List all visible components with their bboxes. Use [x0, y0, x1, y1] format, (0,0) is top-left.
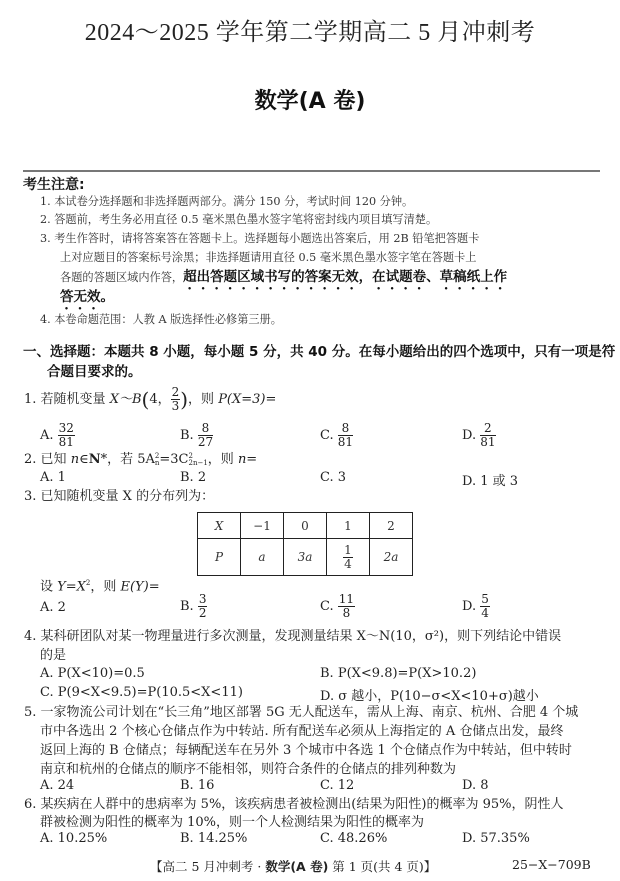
- notice-item-3-cont: 上对应题目的答案标号涂黑；非选择题请用直径 0.5 毫米黑色墨水签字笔在答题卡上: [60, 251, 477, 264]
- fraction: [480, 422, 495, 449]
- fraction-numerator: 1: [344, 542, 352, 557]
- notice-item-2: 2. 答题前，考生务必用直径 0.5 毫米黑色墨水签字笔将密封线内项目填写清楚。: [40, 213, 438, 226]
- question-1-option-c[interactable]: [320, 422, 353, 449]
- question-4-stem-cont: 的是: [40, 648, 67, 663]
- stem-math: P(X=3)=: [218, 392, 277, 407]
- question-5-option-b[interactable]: B. 16: [180, 778, 215, 793]
- exam-code: 25−X−709B: [512, 857, 591, 872]
- section-heading-line-1: 一、选择题：本题共 8 小题，每小题 5 分，共 40 分。在每小题给出的四个选项中，只有一项是符: [23, 344, 616, 360]
- table-cell: [198, 539, 241, 576]
- exam-subtitle: 数学(A 卷): [254, 89, 366, 114]
- stem-text: 已知随机变量 X 的分布列为：: [40, 489, 215, 504]
- page-number: 第 1 页(共 4 页)】: [328, 859, 437, 874]
- stem-math: 4，: [149, 392, 171, 407]
- stem-text: 设: [40, 579, 58, 595]
- fraction: [198, 422, 213, 449]
- question-3-option-d[interactable]: [462, 593, 490, 620]
- table-cell: 1: [327, 513, 370, 539]
- fraction-numerator: 5: [481, 592, 489, 606]
- section-heading-line-2: 合题目要求的。: [47, 364, 142, 380]
- question-5-stem: [24, 704, 578, 722]
- fraction-denominator: 3: [171, 399, 180, 413]
- option-label: A.: [40, 428, 54, 443]
- table-row: [198, 539, 413, 576]
- question-1-option-b[interactable]: [180, 422, 213, 449]
- question-number: 2.: [24, 452, 37, 467]
- cell-text: 2a: [383, 550, 399, 564]
- cell-text: 3a: [297, 550, 313, 564]
- fraction-denominator: 81: [58, 435, 74, 449]
- footer: [150, 857, 436, 875]
- question-5-option-a[interactable]: A. 24: [40, 778, 75, 793]
- notice-emphasis-2: 答无效。: [60, 289, 114, 305]
- notice-emphasis-1: 超出答题区域书写的答案无效，在试题卷、草稿纸上作: [183, 269, 508, 285]
- fraction-denominator: 8: [342, 606, 351, 620]
- option-label: B.: [180, 428, 194, 443]
- fraction-denominator: 81: [480, 435, 496, 449]
- question-4-option-b[interactable]: B. P(X<9.8)=P(X>10.2): [320, 666, 477, 681]
- table-cell: [370, 539, 413, 576]
- stem-math: *，若 5A: [100, 452, 155, 467]
- stem-math: X～B: [109, 392, 142, 407]
- table-cell: 2: [370, 513, 413, 539]
- fraction-numerator: 3: [198, 592, 207, 606]
- cell-text: a: [258, 550, 266, 564]
- section-heading: [23, 342, 615, 382]
- stem-math: n∈: [70, 452, 89, 467]
- question-6-stem: [24, 796, 563, 814]
- stem-text: 已知: [40, 452, 71, 467]
- fraction-numerator: 2: [171, 385, 180, 399]
- question-2-option-a[interactable]: A. 1: [40, 470, 66, 485]
- fraction-denominator: 81: [337, 435, 354, 449]
- question-5-line-4: 南京和杭州的仓储点的顺序不能相邻，则符合条件的仓储点的排列种数为: [40, 762, 457, 777]
- superscript: 2: [188, 451, 193, 460]
- stem-text: 若随机变量: [40, 392, 110, 407]
- question-number: 6.: [24, 797, 37, 812]
- table-cell: [241, 539, 284, 576]
- question-6-option-d[interactable]: D. 57.35%: [462, 831, 530, 846]
- footer-subject: 数学(A 卷): [265, 859, 329, 874]
- question-6-option-b[interactable]: B. 14.25%: [180, 831, 248, 846]
- table-row: [198, 513, 413, 539]
- question-4-option-c[interactable]: C. P(9<X<9.5)=P(10.5<X<11): [40, 685, 243, 700]
- superscript: 2: [154, 451, 160, 460]
- stem-text: ，则: [90, 579, 121, 595]
- fraction-numerator: 8: [338, 422, 353, 436]
- question-5-line-2: 市中各选出 2 个核心仓储点作为中转站. 所有配送车必须从上海指定的 A 仓储点出发，最终: [40, 724, 564, 739]
- fraction-denominator: 2: [198, 606, 207, 620]
- stem-text: 一家物流公司计划在“长三角”地区部署 5G 无人配送车，需从上海、南京、杭州、合肥 4 个城: [40, 705, 579, 720]
- subscript: 2n−1: [188, 458, 208, 467]
- cell-text: X: [214, 518, 224, 533]
- script: [189, 453, 208, 467]
- question-6-line-2: 群被检测为阳性的概率为 10%，则一个人检测结果为阳性的概率为: [40, 815, 425, 830]
- exam-title: 2024～2025 学年第二学期高二 5 月冲刺考: [84, 20, 536, 46]
- distribution-table: [197, 512, 413, 576]
- question-1-option-a[interactable]: [40, 422, 75, 449]
- table-cell: 0: [284, 513, 327, 539]
- question-3-follow: [40, 574, 160, 596]
- question-5-line-3: 返回上海的 B 仓储点；每辆配送车在另外 3 个城市中各选 1 个仓储点作为中转站，但中转时: [40, 743, 572, 758]
- paren: (: [141, 387, 150, 412]
- fraction-numerator: 8: [198, 422, 213, 436]
- divider: [23, 170, 600, 172]
- notice-item-3-cont3: [60, 288, 114, 313]
- notice-title: 考生注意:: [23, 177, 85, 193]
- question-4-option-a[interactable]: A. P(X<10)=0.5: [40, 666, 145, 681]
- question-5-option-c[interactable]: C. 12: [320, 778, 355, 793]
- notice-item-3: 3. 考生作答时，请将答案答在答题卡上。选择题每小题选出答案后，用 2B 铅笔把答题卡: [40, 232, 480, 245]
- question-2-option-c[interactable]: C. 3: [320, 470, 347, 485]
- stem-text: 某科研团队对某一物理量进行多次测量，发现测量结果 X～N(10，σ²)，则下列结论中错误: [40, 629, 562, 644]
- cell-text: P: [214, 550, 224, 564]
- paren: ): [180, 387, 189, 412]
- notice-item-4: 4. 本卷命题范围：人教 A 版选择性必修第三册。: [40, 313, 282, 326]
- fraction-denominator: 4: [481, 606, 489, 620]
- question-number: 1.: [24, 392, 37, 407]
- stem-math: Y=X: [57, 579, 86, 595]
- stem-text: ，则: [188, 392, 219, 407]
- fraction: [198, 593, 208, 620]
- question-2-option-d[interactable]: D. 1 或 3: [462, 474, 519, 489]
- stem-text: ，则: [207, 452, 238, 467]
- fraction: [171, 386, 181, 413]
- table-cell: −1: [241, 513, 284, 539]
- question-3-option-a[interactable]: A. 2: [40, 600, 66, 615]
- stem-math: =3C: [159, 452, 189, 467]
- stem-text: 某疾病在人群中的患病率为 5%，该疾病患者被检测出(结果为阳性)的概率为 95%，阴性人: [40, 797, 564, 812]
- table-cell: [327, 539, 370, 576]
- notice-item-1: 1. 本试卷分选择题和非选择题两部分。满分 150 分，考试时间 120 分钟。: [40, 195, 414, 208]
- fraction-numerator: 32: [58, 421, 74, 435]
- fraction: [58, 422, 75, 449]
- fraction-numerator: 2: [480, 422, 495, 436]
- question-3-stem: [24, 488, 214, 506]
- question-number: 3.: [24, 489, 37, 504]
- footer-text: 【高二 5 月冲刺考 ·: [150, 859, 266, 874]
- fraction: [343, 544, 353, 571]
- fraction-numerator: 11: [338, 592, 355, 606]
- stem-math: n=: [237, 452, 258, 467]
- stem-math: E(Y)=: [120, 579, 160, 595]
- fraction: [338, 593, 355, 620]
- option-label: D.: [462, 599, 477, 614]
- fraction-denominator: 27: [197, 435, 214, 449]
- question-number: 4.: [24, 629, 37, 644]
- option-label: D.: [462, 428, 477, 443]
- option-label: C.: [320, 599, 334, 614]
- fraction: [480, 593, 490, 620]
- question-1-option-d[interactable]: [462, 422, 496, 449]
- question-5-option-d[interactable]: D. 8: [462, 778, 489, 793]
- question-2-option-b[interactable]: B. 2: [180, 470, 207, 485]
- subscript: n: [154, 458, 160, 467]
- notice-item-3-text: 各题的答题区域内作答，: [60, 271, 184, 284]
- question-3-option-b[interactable]: [180, 593, 207, 620]
- fraction-denominator: 4: [344, 556, 352, 571]
- fraction: [338, 422, 353, 449]
- question-3-option-c[interactable]: [320, 593, 355, 620]
- question-1-stem: [24, 386, 276, 413]
- option-label: C.: [320, 428, 334, 443]
- option-label: B.: [180, 599, 194, 614]
- table-cell: [198, 513, 241, 539]
- question-4-stem: [24, 628, 561, 646]
- table-cell: [284, 539, 327, 576]
- question-6-option-a[interactable]: A. 10.25%: [40, 831, 108, 846]
- question-6-option-c[interactable]: C. 48.26%: [320, 831, 388, 846]
- superscript: 2: [85, 579, 91, 587]
- stem-math: N: [88, 452, 101, 467]
- question-2-stem: [24, 451, 257, 469]
- notice-item-3-cont2: [60, 268, 507, 293]
- question-4-option-d[interactable]: D. σ 越小，P(10−σ<X<10+σ)越小: [320, 689, 539, 704]
- question-number: 5.: [24, 705, 37, 720]
